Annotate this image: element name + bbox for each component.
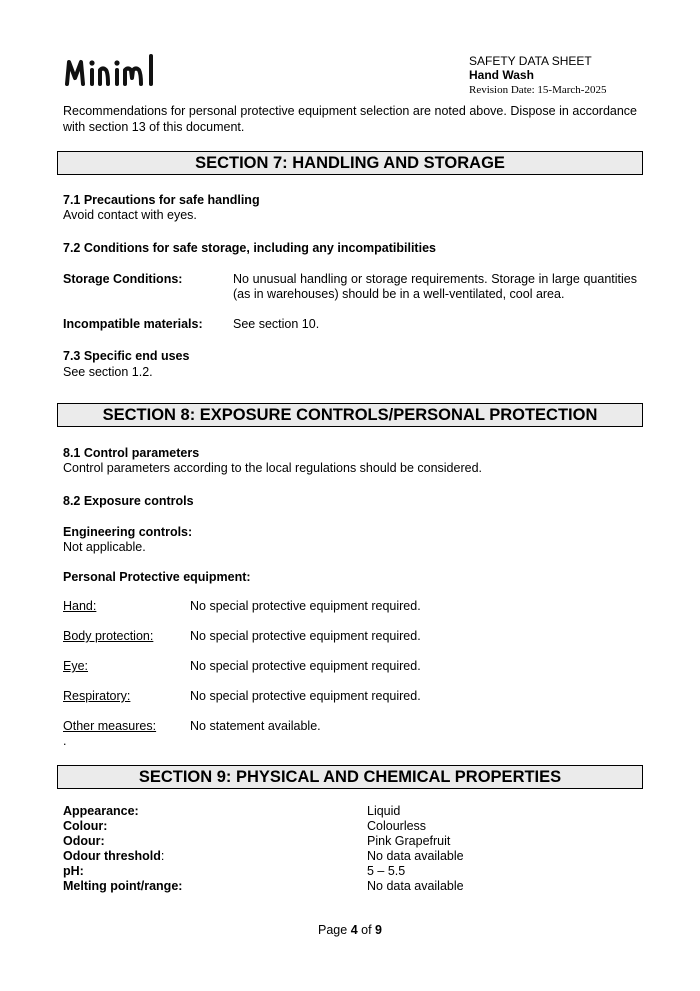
prop-label-odour-threshold: Odour threshold: [63, 849, 161, 863]
page-total: 9: [375, 923, 382, 937]
prop-label-melting-point: Melting point/range:: [63, 879, 183, 893]
ppe-label-eye: Eye:: [63, 659, 89, 673]
revision-date: Revision Date: 15-March-2025: [469, 84, 607, 96]
engineering-controls-text: Not applicable.: [63, 540, 146, 554]
page-current: 4: [350, 923, 358, 937]
ppe-heading: Personal Protective equipment:: [63, 570, 251, 584]
ppe-value-hand: No special protective equipment required.: [190, 599, 421, 613]
intro-paragraph: Recommendations for personal protective equipment selection are noted above. Dispose in accordance with section 13 of this document.: [63, 104, 637, 134]
page-prefix: Page: [318, 923, 351, 937]
section-7-header: SECTION 7: HANDLING AND STORAGE: [57, 151, 643, 175]
s7-1-heading: 7.1 Precautions for safe handling: [63, 193, 260, 207]
page-of: of: [357, 923, 376, 937]
prop-value-odour-threshold: No data available: [367, 849, 464, 863]
prop-value-ph: 5 – 5.5: [367, 864, 406, 878]
prop-label-appearance: Appearance:: [63, 804, 139, 818]
ppe-label-hand: Hand:: [63, 599, 97, 613]
prop-label-odour: Odour:: [63, 834, 105, 848]
s7-3-text: See section 1.2.: [63, 365, 153, 379]
product-name: Hand Wash: [469, 68, 534, 82]
engineering-controls-heading: Engineering controls:: [63, 525, 193, 539]
s8-1-heading: 8.1 Control parameters: [63, 446, 200, 460]
incompatible-materials-value: See section 10.: [233, 317, 320, 331]
ppe-value-body: No special protective equipment required.: [190, 629, 421, 643]
prop-label-odour-threshold-row: [63, 849, 164, 864]
ppe-label-body: Body protection:: [63, 629, 154, 643]
page-footer: [0, 923, 700, 937]
ppe-value-respiratory: No special protective equipment required.: [190, 689, 421, 703]
s7-2-heading: 7.2 Conditions for safe storage, including any incompatibilities: [63, 241, 436, 255]
s7-1-text: Avoid contact with eyes.: [63, 208, 197, 222]
s8-1-text: Control parameters according to the local regulations should be considered.: [63, 461, 482, 475]
prop-label-ph: pH:: [63, 864, 84, 878]
section-8-header: SECTION 8: EXPOSURE CONTROLS/PERSONAL PROTECTION: [57, 403, 643, 427]
prop-value-odour: Pink Grapefruit: [367, 834, 451, 848]
ppe-label-other: Other measures:: [63, 719, 157, 733]
doc-type: SAFETY DATA SHEET: [469, 54, 592, 68]
section-9-header: SECTION 9: PHYSICAL AND CHEMICAL PROPERTIES: [57, 765, 643, 789]
prop-label-odour-threshold-colon: :: [160, 849, 165, 863]
ppe-value-other: No statement available.: [190, 719, 321, 733]
s8-2-heading: 8.2 Exposure controls: [63, 494, 194, 508]
prop-label-colour: Colour:: [63, 819, 108, 833]
prop-value-melting-point: No data available: [367, 879, 464, 893]
trailing-dot: .: [63, 734, 67, 748]
company-logo: [63, 48, 175, 96]
storage-conditions-value: No unusual handling or storage requirements. Storage in large quantities (as in warehouses) should be in a well-ventilated, cool area.: [233, 272, 637, 301]
incompatible-materials-label: Incompatible materials:: [63, 317, 203, 331]
ppe-label-respiratory: Respiratory:: [63, 689, 131, 703]
ppe-value-eye: No special protective equipment required.: [190, 659, 421, 673]
prop-value-appearance: Liquid: [367, 804, 401, 818]
prop-value-colour: Colourless: [367, 819, 427, 833]
s7-3-heading: 7.3 Specific end uses: [63, 349, 190, 363]
storage-conditions-label: Storage Conditions:: [63, 272, 183, 286]
